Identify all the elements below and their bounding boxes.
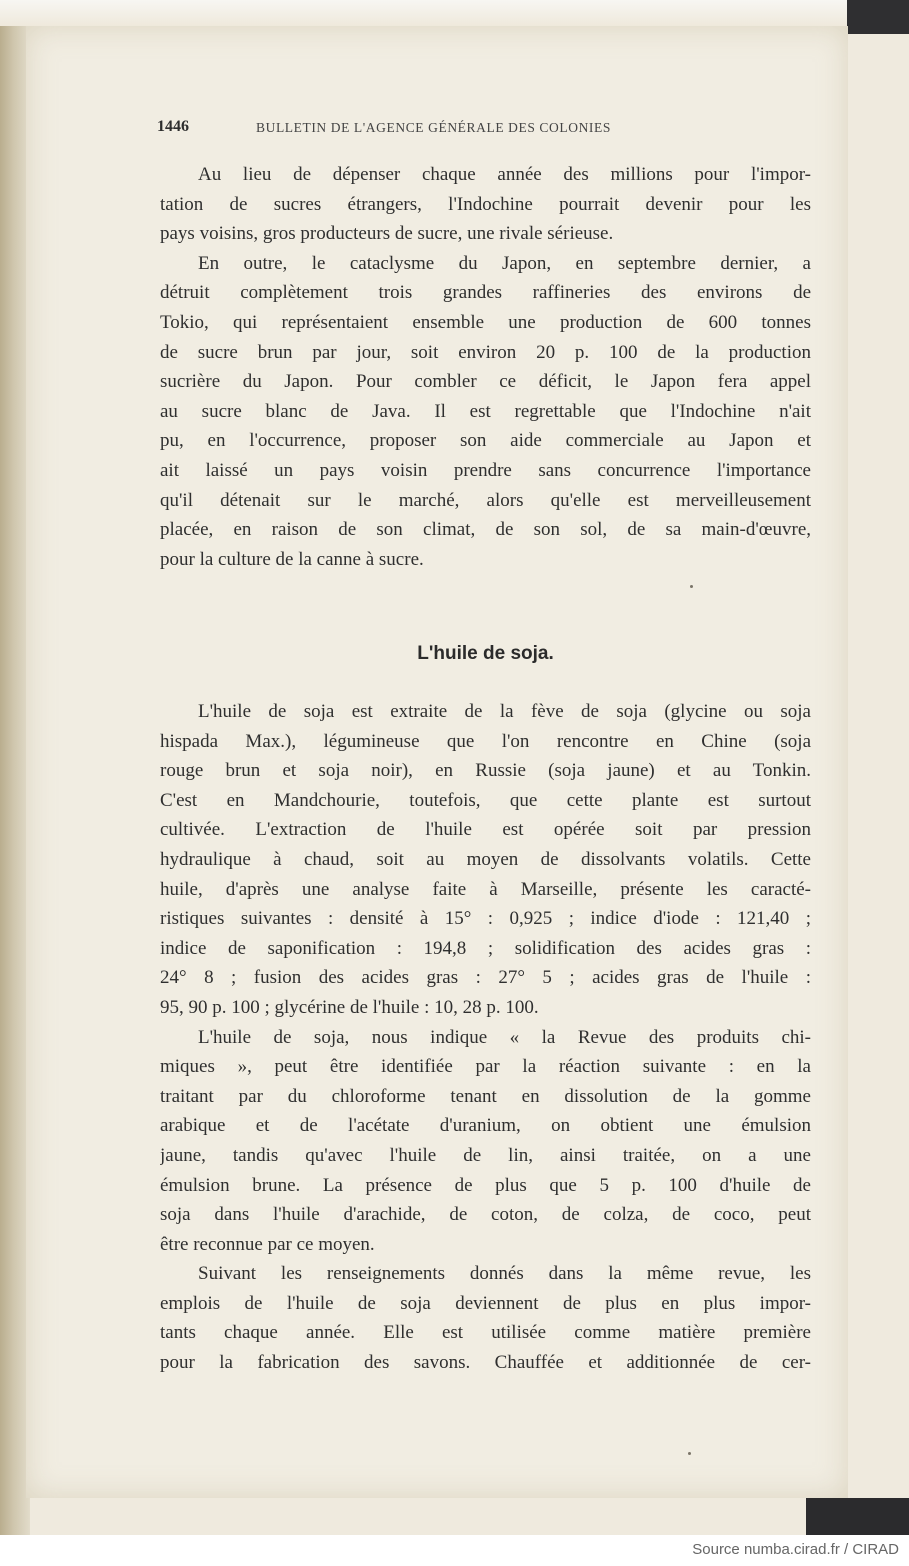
text-line: huile, d'après une analyse faite à Marseille, présente les caracté-: [160, 878, 811, 900]
text-line: cultivée. L'extraction de l'huile est opérée soit par pression: [160, 819, 811, 841]
page-header: [157, 118, 709, 140]
text-line: pour la fabrication des savons. Chauffée et additionnée de cer-: [160, 1352, 811, 1374]
section-sugar-text: [160, 160, 811, 574]
source-credit: Source numba.cirad.fr / CIRAD: [692, 1541, 899, 1558]
ink-speck: [690, 585, 693, 588]
page-top-edge: [0, 0, 860, 26]
text-line: miques », peut être identifiée par la réaction suivante : en la: [160, 1056, 811, 1078]
text-line: emplois de l'huile de soja deviennent de plus en plus impor-: [160, 1292, 811, 1314]
text-line: ristiques suivantes : densité à 15° : 0,925 ; indice d'iode : 121,40 ;: [160, 908, 811, 930]
text-line: En outre, le cataclysme du Japon, en septembre dernier, a: [198, 252, 811, 274]
text-line: pu, en l'occurrence, proposer son aide commerciale au Japon et: [160, 430, 811, 452]
text-line: indice de saponification : 194,8 ; solidification des acides gras :: [160, 937, 811, 959]
running-title: BULLETIN DE L'AGENCE GÉNÉRALE DES COLONIES: [256, 120, 611, 135]
text-line: sucrière du Japon. Pour combler ce déficit, le Japon fera appel: [160, 371, 811, 393]
section-soy-oil-text: [160, 697, 811, 1378]
text-line: Suivant les renseignements donnés dans la même revue, les: [198, 1263, 811, 1285]
text-line: détruit complètement trois grandes raffineries des environs de: [160, 282, 811, 304]
text-line: hydraulique à chaud, soit au moyen de dissolvants volatils. Cette: [160, 848, 811, 870]
text-line: soja dans l'huile d'arachide, de coton, de colza, de coco, peut: [160, 1204, 811, 1226]
ink-speck: [688, 1452, 691, 1455]
text-line: être reconnue par ce moyen.: [160, 1233, 375, 1255]
section-heading: L'huile de soja.: [417, 643, 554, 664]
text-line: pays voisins, gros producteurs de sucre, une rivale sérieuse.: [160, 223, 614, 245]
text-line: ait laissé un pays voisin prendre sans concurrence l'importance: [160, 459, 811, 481]
scanner-background-bottom: [806, 1498, 909, 1535]
text-line: rouge brun et soja noir), en Russie (soja jaune) et au Tonkin.: [160, 760, 811, 782]
text-line: L'huile de soja est extraite de la fève de soja (glycine ou soja: [198, 701, 811, 722]
text-line: C'est en Mandchourie, toutefois, que cette plante est surtout: [160, 789, 811, 811]
text-line: Tokio, qui représentaient ensemble une production de 600 tonnes: [160, 311, 811, 333]
text-line: pour la culture de la canne à sucre.: [160, 548, 424, 570]
page-number: 1446: [157, 118, 189, 135]
text-line: hispada Max.), légumineuse que l'on rencontre en Chine (soja: [160, 730, 811, 752]
text-line: jaune, tandis qu'avec l'huile de lin, ainsi traitée, on a une: [160, 1144, 811, 1166]
text-line: émulsion brune. La présence de plus que 5 p. 100 d'huile de: [160, 1174, 811, 1196]
text-line: de sucre brun par jour, soit environ 20 p. 100 de la production: [160, 341, 811, 363]
text-line: placée, en raison de son climat, de son sol, de sa main-d'œuvre,: [160, 519, 811, 541]
text-line: au sucre blanc de Java. Il est regrettable que l'Indochine n'ait: [160, 400, 811, 422]
text-line: tants chaque année. Elle est utilisée comme matière première: [160, 1322, 811, 1344]
scanner-background-top: [847, 0, 909, 34]
text-line: qu'il détenait sur le marché, alors qu'elle est merveilleusement: [160, 489, 811, 511]
text-line: 95, 90 p. 100 ; glycérine de l'huile : 10, 28 p. 100.: [160, 996, 539, 1018]
text-line: tation de sucres étrangers, l'Indochine pourrait devenir pour les: [160, 193, 811, 215]
text-line: L'huile de soja, nous indique « la Revue des produits chi-: [198, 1026, 811, 1048]
text-line: Au lieu de dépenser chaque année des millions pour l'impor-: [198, 164, 811, 185]
text-line: 24° 8 ; fusion des acides gras : 27° 5 ; acides gras de l'huile :: [160, 967, 811, 989]
text-line: arabique et de l'acétate d'uranium, on obtient une émulsion: [160, 1115, 811, 1137]
text-line: traitant par du chloroforme tenant en dissolution de la gomme: [160, 1085, 811, 1107]
